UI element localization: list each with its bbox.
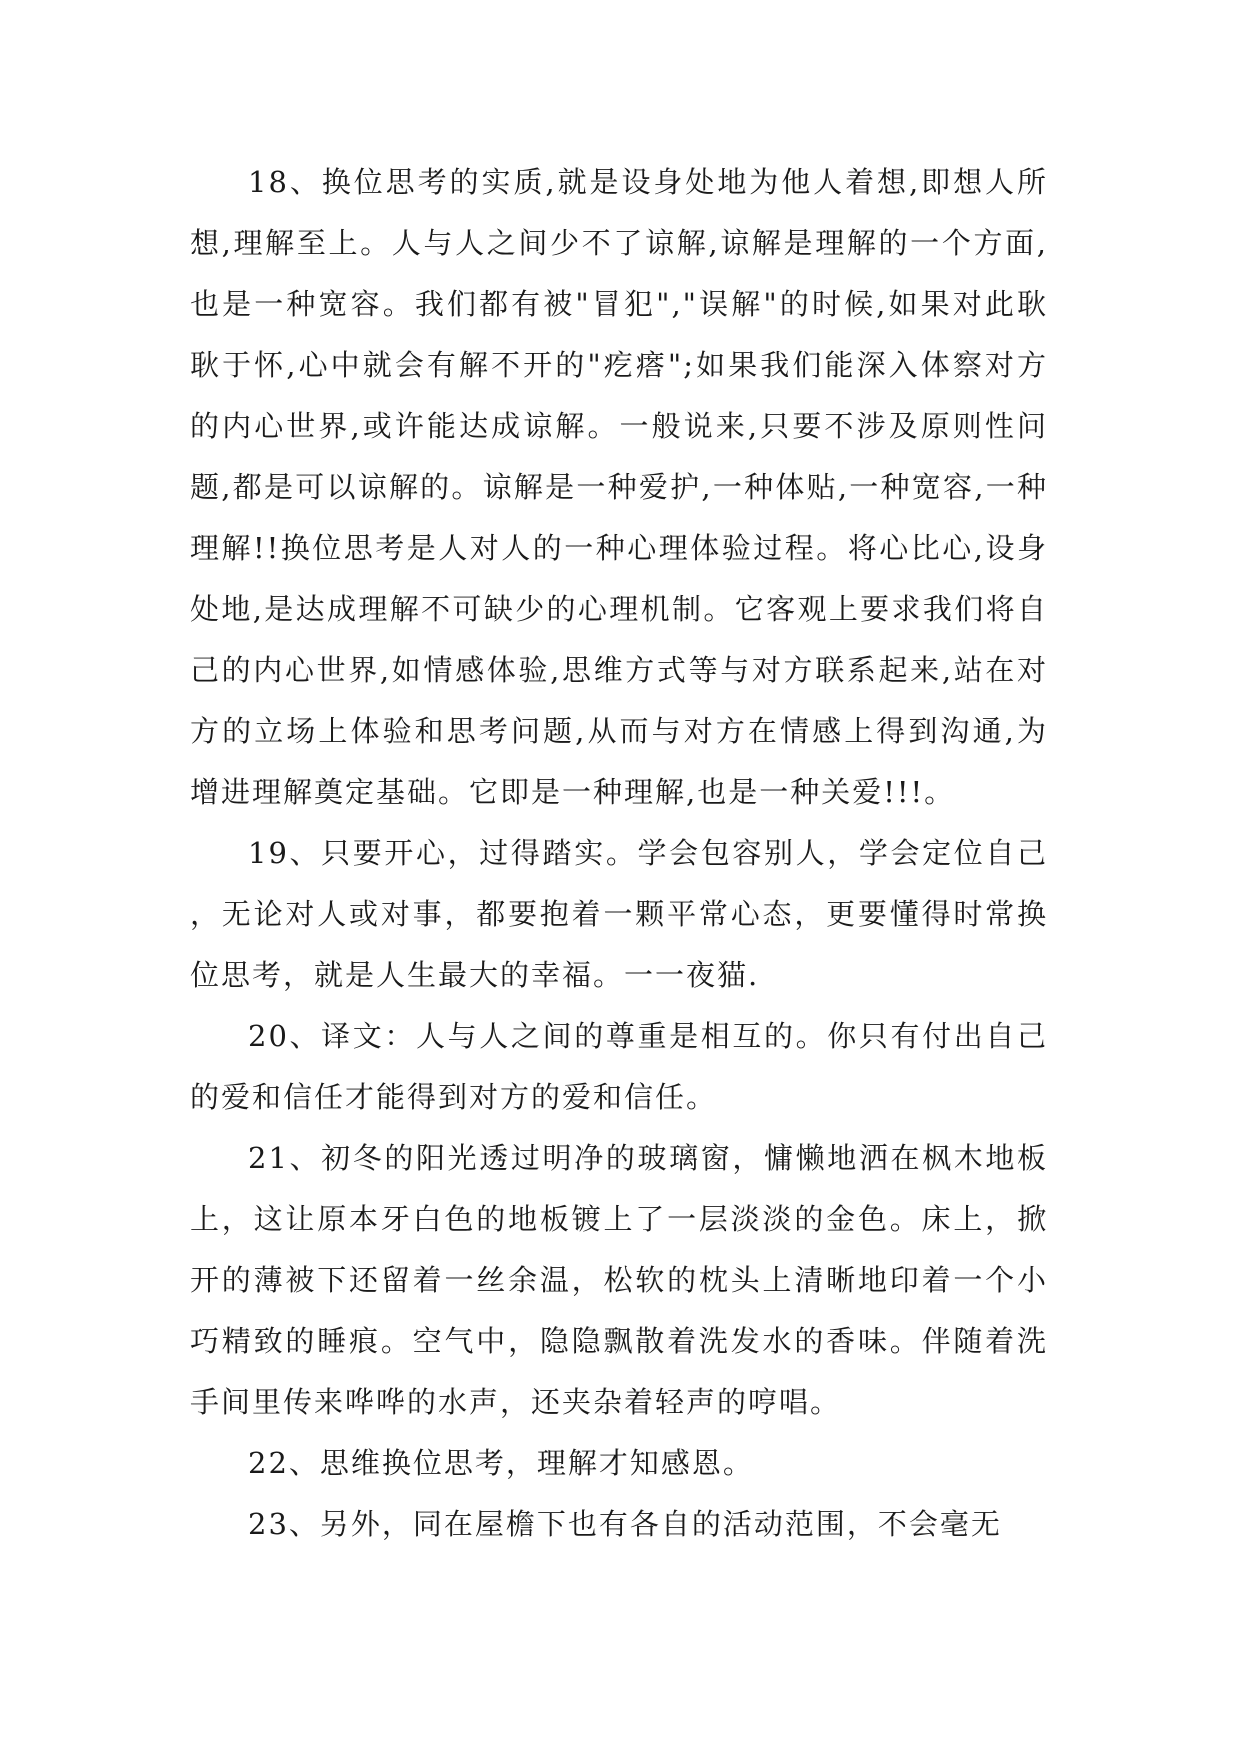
paragraph-18: 18、换位思考的实质,就是设身处地为他人着想,即想人所想,理解至上。人与人之间少不了谅解,谅解是理解的一个方面,也是一种宽容。我们都有被"冒犯","误解"的时候,如果对此耿耿于怀,心中就会有解不开的"疙瘩";如果我们能深入体察对方的内心世界,或许能达成谅解。一般说来,只要不涉及原则性问题,都是可以谅解的。谅解是一种爱护,一种体贴,一种宽容,一种理解!!换位思考是人对人的一种心理体验过程。将心比心,设身处地,是达成理解不可缺少的心理机制。它客观上要求我们将自己的内心世界,如情感体验,思维方式等与对方联系起来,站在对方的立场上体验和思考问题,从而与对方在情感上得到沟通,为增进理解奠定基础。它即是一种理解,也是一种关爱!!!。	[190, 165, 1048, 809]
paragraph-23: 23、另外，同在屋檐下也有各自的活动范围，不会毫无	[248, 1507, 1002, 1541]
paragraph-21: 21、初冬的阳光透过明净的玻璃窗，慵懒地洒在枫木地板上，这让原本牙白色的地板镀上了一层淡淡的金色。床上，掀开的薄被下还留着一丝余温，松软的枕头上清晰地印着一个小巧精致的睡痕。空气中，隐隐飘散着洗发水的香味。伴随着洗手间里传来哗哗的水声，还夹杂着轻声的哼唱。	[190, 1141, 1048, 1419]
paragraph-20: 20、译文：人与人之间的尊重是相互的。你只有付出自己的爱和信任才能得到对方的爱和信任。	[190, 1019, 1048, 1114]
document-body	[190, 152, 1048, 1555]
paragraph-22: 22、思维换位思考，理解才知感恩。	[248, 1446, 754, 1480]
paragraph-19: 19、只要开心，过得踏实。学会包容别人，学会定位自己，无论对人或对事，都要抱着一颗平常心态，更要懂得时常换位思考，就是人生最大的幸福。一一夜猫.	[190, 836, 1048, 992]
